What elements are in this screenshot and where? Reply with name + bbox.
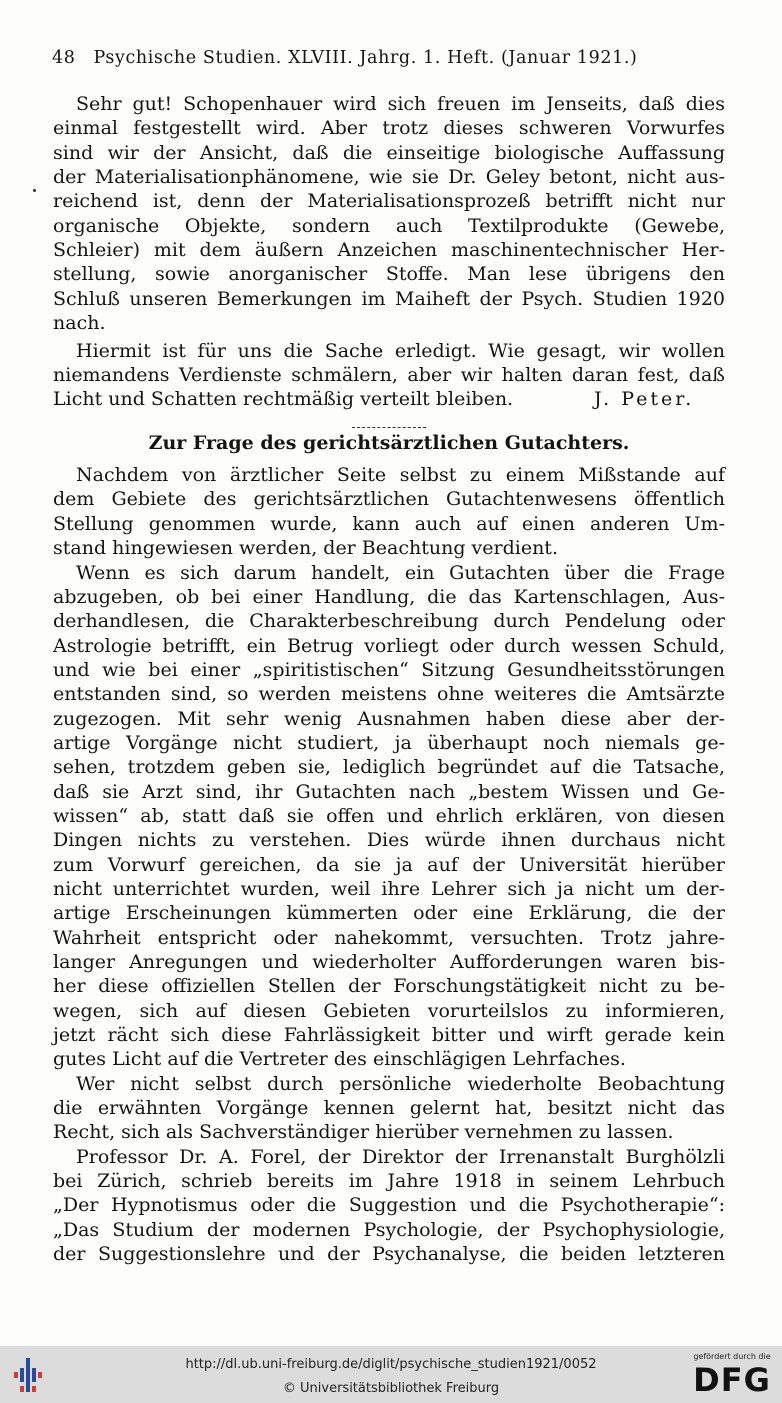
text-line: bei Zürich, schrieb bereits im Jahre 1918 in seinem Lehrbuch — [53, 1170, 725, 1192]
footer-copyright: © Universitätsbibliothek Freiburg — [282, 1381, 500, 1396]
text-line: Astrologie betrifft, ein Betrug vorliegt oder durch wessen Schuld, — [53, 635, 725, 657]
text-line: jetzt rächt sich diese Fahrlässigkeit bitter und wirft gerade kein — [53, 1024, 725, 1046]
text-line: einmal festgestellt wird. Aber trotz dieses schweren Vorwurfes — [53, 117, 725, 139]
text-line: stand hingewiesen werden, der Beachtung verdient. — [53, 537, 558, 559]
text-line: artige Erscheinungen kümmerten oder eine Erklärung, die der — [53, 902, 725, 924]
text-line: organische Objekte, sondern auch Textilprodukte (Gewebe, — [53, 215, 725, 237]
page-number: 48 — [52, 48, 76, 68]
text-line: dem Gebiete des gerichtsärztlichen Gutachtenwesens öffentlich — [53, 488, 725, 510]
text-line: Recht, sich als Sachverständiger hierüber vernehmen zu lassen. — [53, 1121, 674, 1143]
dfg-caption: gefördert durch die — [693, 1352, 771, 1361]
text-line: Sehr gut! Schopenhauer wird sich freuen im Jenseits, daß dies — [76, 93, 725, 115]
dfg-logo: DFG — [693, 1361, 771, 1399]
text-line: sehen, trotzdem geben sie, lediglich begründet auf die Tatsache, — [53, 756, 725, 778]
text-line: Schluß unseren Bemerkungen im Maiheft der Psych. Studien 1920 — [53, 288, 725, 310]
running-head — [52, 48, 732, 68]
text-line: stellung, sowie anorganischer Stoffe. Man lese übrigens den — [53, 263, 725, 285]
text-line: Schleier) mit dem äußern Anzeichen maschinentechnischer Her- — [53, 239, 725, 261]
text-line: Wenn es sich darum handelt, ein Gutachten über die Frage — [76, 562, 725, 584]
author-signature: J. Peter. — [594, 388, 695, 410]
text-line: der Materialisationphänomene, wie sie Dr. Geley betont, nicht aus- — [53, 166, 725, 188]
running-title: Psychische Studien. XLVIII. Jahrg. 1. Heft. (Januar 1921.) — [93, 48, 638, 68]
text-line: Licht und Schatten rechtmäßig verteilt bleiben. — [53, 388, 514, 410]
text-line: Stellung genommen wurde, kann auch auf einen anderen Um- — [53, 513, 725, 535]
text-line: „Das Studium der modernen Psychologie, der Psychophysiologie, — [53, 1219, 725, 1241]
text-line: sind wir der Ansicht, daß die einseitige biologische Auffassung — [53, 142, 725, 164]
text-line: Hiermit ist für uns die Sache erledigt. Wie gesagt, wir wollen — [76, 340, 725, 362]
text-line: Wahrheit entspricht oder nahekommt, versuchten. Trotz jahre- — [53, 927, 725, 949]
text-line: „Der Hypnotismus oder die Suggestion und die Psychotherapie“: — [53, 1194, 725, 1216]
text-line: der Suggestionslehre und der Psychanalyse, die beiden letzteren — [53, 1243, 725, 1265]
margin-speck — [33, 189, 36, 192]
text-line: Wer nicht selbst durch persönliche wiederholte Beobachtung — [76, 1073, 725, 1095]
section-title: Zur Frage des gerichtsärztlichen Gutachters. — [148, 432, 630, 454]
text-line: derhandlesen, die Charakterbeschreibung durch Pendelung oder — [53, 610, 725, 632]
text-line: gutes Licht auf die Vertreter des einschlägigen Lehrfaches. — [53, 1048, 626, 1070]
footer-url-link[interactable]: http://dl.ub.uni-freiburg.de/diglit/psychische_studien1921/0052 — [185, 1357, 597, 1372]
text-line: die erwähnten Vorgänge kennen gelernt hat, besitzt nicht das — [53, 1097, 725, 1119]
text-line: wissen“ ab, statt daß sie offen und ehrlich erklären, von diesen — [53, 805, 725, 827]
text-line: und wie bei einer „spiritistischen“ Sitzung Gesundheitsstörungen — [53, 659, 725, 681]
text-line: zugezogen. Mit sehr wenig Ausnahmen haben diese aber der- — [53, 708, 725, 730]
text-line: langer Anregungen und wiederholter Aufforderungen waren bis- — [53, 951, 725, 973]
text-line: her diese offiziellen Stellen der Forschungstätigkeit nicht zu be- — [53, 975, 725, 997]
section-separator — [352, 427, 426, 428]
text-line: niemandens Verdienste schmälern, aber wir halten daran fest, daß — [53, 364, 725, 386]
text-line: reichend ist, denn der Materialisationsprozeß betrifft nicht nur — [53, 190, 725, 212]
text-line: wegen, sich auf diesen Gebieten vorurteilslos zu informieren, — [53, 1000, 725, 1022]
text-line: Dingen nichts zu verstehen. Dies würde ihnen durchaus nicht — [53, 829, 725, 851]
text-line: abzugeben, ob bei einer Handlung, die das Kartenschlagen, Aus- — [53, 586, 725, 608]
text-line: artige Vorgänge nicht studiert, ja überhaupt noch niemals ge- — [53, 732, 725, 754]
text-line: daß sie Arzt sind, ihr Gutachten nach „bestem Wissen und Ge- — [53, 781, 725, 803]
text-line: Nachdem von ärztlicher Seite selbst zu einem Mißstande auf — [76, 464, 725, 486]
text-line: entstanden sind, so werden meistens ohne weiteres die Amtsärzte — [53, 683, 725, 705]
text-line: Professor Dr. A. Forel, der Direktor der Irrenanstalt Burghölzli — [76, 1146, 725, 1168]
text-line: nicht unterrichtet wurden, weil ihre Lehrer sich ja nicht um der- — [53, 878, 725, 900]
text-line: zum Vorwurf gereichen, da sie ja auf der Universität hierüber — [53, 854, 725, 876]
text-line: nach. — [53, 312, 106, 334]
